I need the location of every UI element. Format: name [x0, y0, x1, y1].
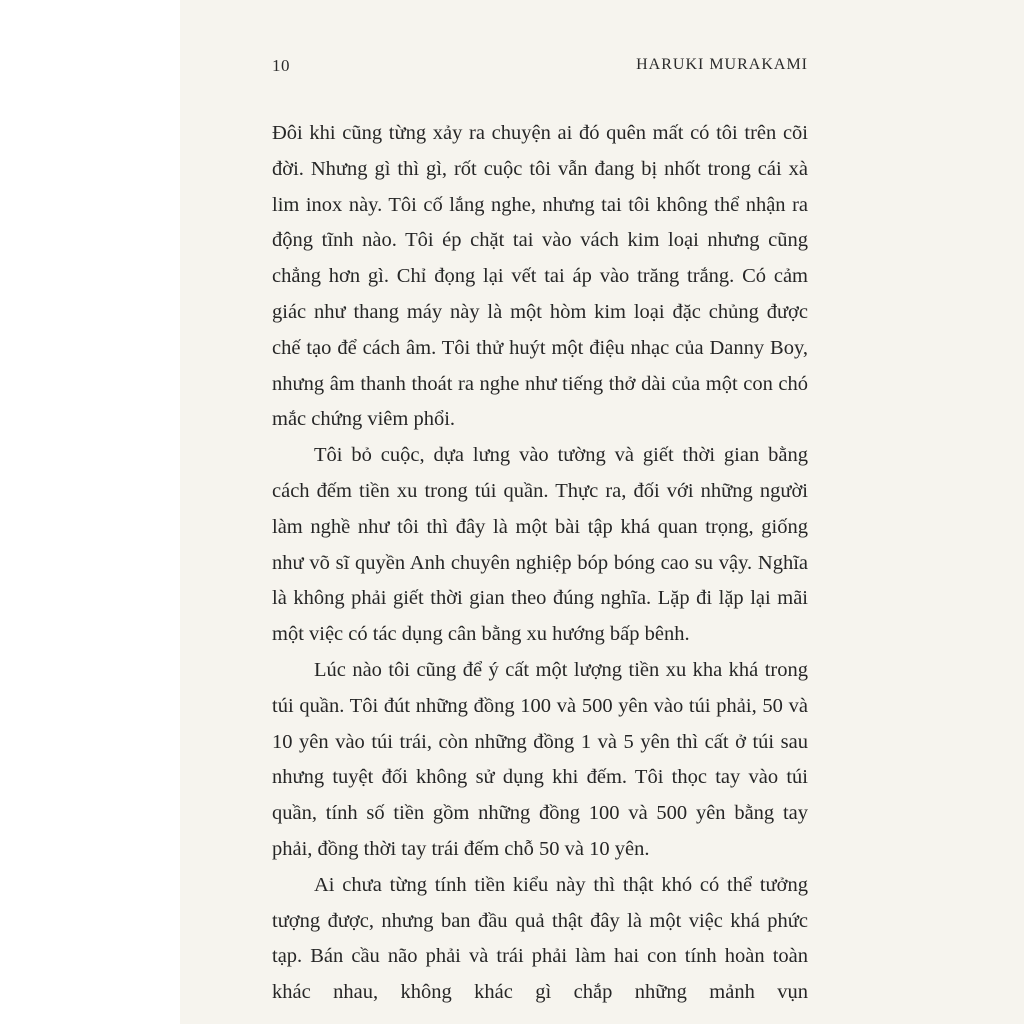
page-header: [272, 56, 808, 82]
paragraph: Tôi bỏ cuộc, dựa lưng vào tường và giết thời gian bằng cách đếm tiền xu trong túi quần. Thực ra, đối với những người làm nghề như tôi thì đây là một bài tập khá quan trọng, giống như võ sĩ quyền Anh chuyên nghiệp bóp bóng cao su vậy. Nghĩa là không phải giết thời gian theo đúng nghĩa. Lặp đi lặp lại mãi một việc có tác dụng cân bằng xu hướng bấp bênh.: [272, 444, 808, 646]
paragraph: Đôi khi cũng từng xảy ra chuyện ai đó quên mất có tôi trên cõi đời. Nhưng gì thì gì, rốt cuộc tôi vẫn đang bị nhốt trong cái xà lim inox này. Tôi cố lắng nghe, nhưng tai tôi không thể nhận ra động tĩnh nào. Tôi ép chặt tai vào vách kim loại nhưng cũng chẳng hơn gì. Chỉ đọng lại vết tai áp vào trăng trắng. Có cảm giác như thang máy này là một hòm kim loại đặc chủng được chế tạo để cách âm. Tôi thử huýt một điệu nhạc của Danny Boy, nhưng âm thanh thoát ra nghe như tiếng thở dài của một con chó mắc chứng viêm phổi.: [272, 122, 808, 431]
running-head-author: HARUKI MURAKAMI: [636, 56, 808, 73]
body-text: [272, 116, 808, 1011]
paragraph: Lúc nào tôi cũng để ý cất một lượng tiền xu kha khá trong túi quần. Tôi đút những đồng 100 và 500 yên vào túi phải, 50 và 10 yên vào túi trái, còn những đồng 1 và 5 yên thì cất ở túi sau nhưng tuyệt đối không sử dụng khi đếm. Tôi thọc tay vào túi quần, tính số tiền gồm những đồng 100 và 500 yên bằng tay phải, đồng thời tay trái đếm chỗ 50 và 10 yên.: [272, 658, 808, 860]
paragraph: Ai chưa từng tính tiền kiểu này thì thật khó có thể tưởng tượng được, nhưng ban đầu quả thật đây là một việc khá phức tạp. Bán cầu não phải và trái phải làm hai con tính hoàn toàn khác nhau, không khác gì chắp những mảnh vụn: [272, 873, 808, 1004]
page-number: 10: [272, 56, 290, 75]
scan-margin: [0, 0, 180, 1024]
